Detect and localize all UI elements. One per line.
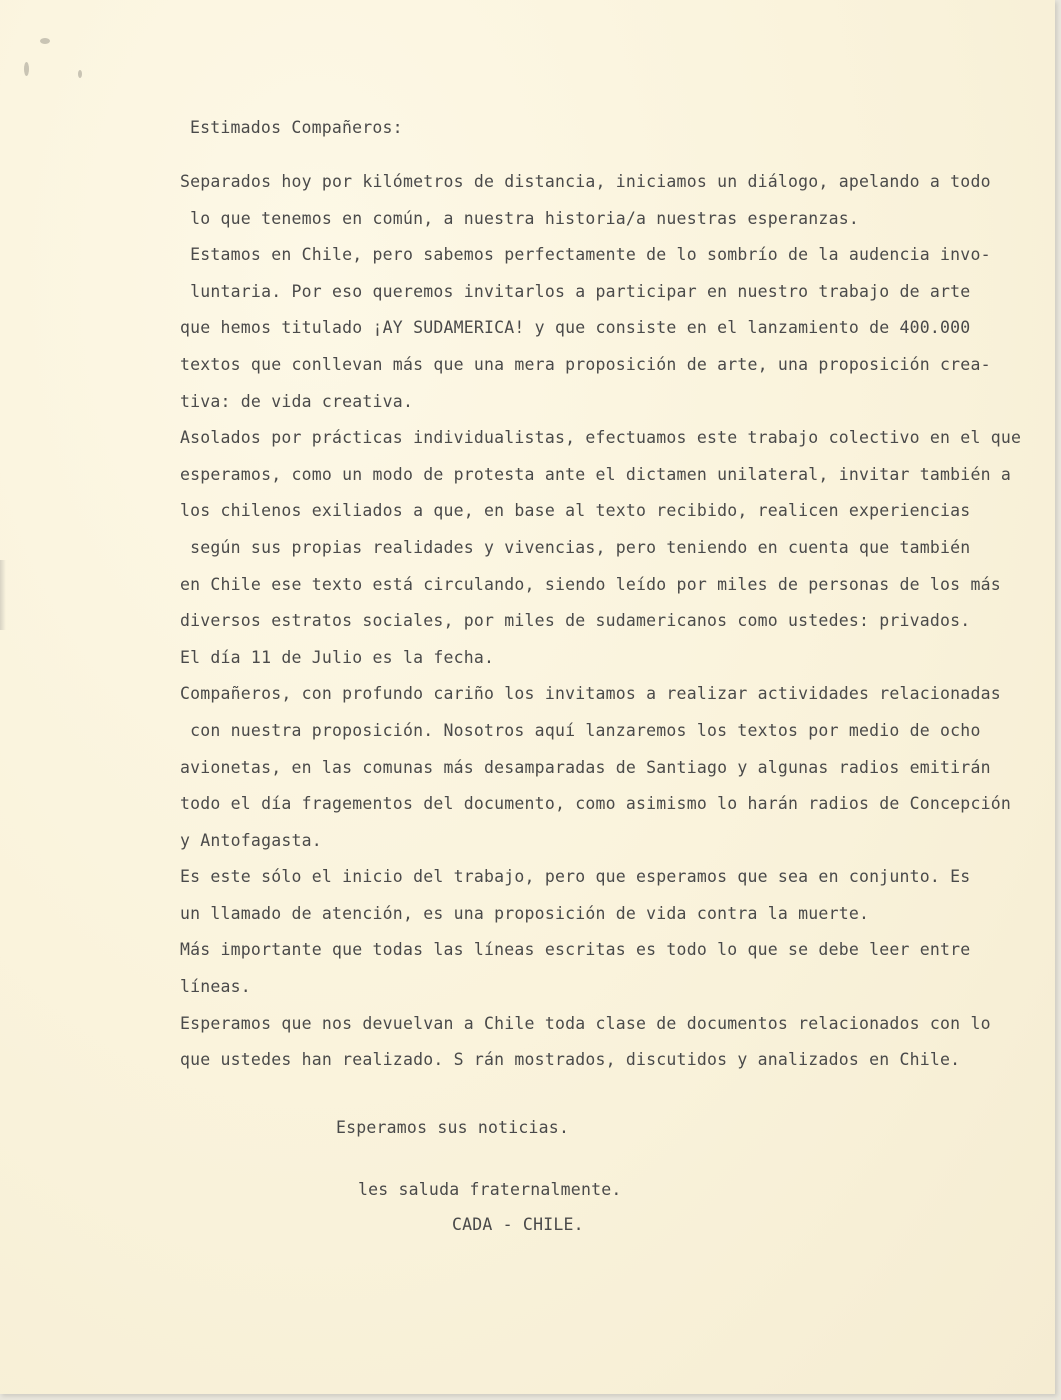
stain-mark <box>40 38 50 44</box>
signature: CADA - CHILE. <box>452 1215 584 1234</box>
stain-mark <box>24 62 29 76</box>
body-line: Estamos en Chile, pero sabemos perfectamente de lo sombrío de la audencia invo- <box>180 245 991 265</box>
body-line: con nuestra proposición. Nosotros aquí lanzaremos los textos por medio de ocho <box>180 720 981 740</box>
salutation: les saluda fraternalmente. <box>358 1180 622 1199</box>
body-line: un llamado de atención, es una proposición de vida contra la muerte. <box>180 903 870 923</box>
body-line: El día 11 de Julio es la fecha. <box>180 647 495 667</box>
body-line: Compañeros, con profundo cariño los invitamos a realizar actividades relacionadas <box>180 684 1001 704</box>
body-line: en Chile ese texto está circulando, siendo leído por miles de personas de los más <box>180 574 1001 594</box>
edge-shadow <box>0 560 6 630</box>
body-line: Esperamos que nos devuelvan a Chile toda clase de documentos relacionados con lo <box>180 1013 991 1033</box>
body-line: Separados hoy por kilómetros de distancia, iniciamos un diálogo, apelando a todo <box>180 172 991 191</box>
body-line: Asolados por prácticas individualistas, efectuamos este trabajo colectivo en el que <box>180 428 1022 448</box>
greeting: Estimados Compañeros: <box>190 118 403 137</box>
body-line: que hemos titulado ¡AY SUDAMERICA! y que consiste en el lanzamiento de 400.000 <box>180 318 971 338</box>
body-line: esperamos, como un modo de protesta ante el dictamen unilateral, invitar también a <box>180 464 1011 484</box>
body-line: Es este sólo el inicio del trabajo, pero que esperamos que sea en conjunto. Es <box>180 867 971 887</box>
body-line: Más importante que todas las líneas escritas es todo lo que se debe leer entre <box>180 940 971 960</box>
body-line: líneas. <box>180 977 251 997</box>
body-line: y Antofagasta. <box>180 830 322 850</box>
body-line: los chilenos exiliados a que, en base al texto recibido, realicen experiencias <box>180 501 971 521</box>
body-line: que ustedes han realizado. S rán mostrados, discutidos y analizados en Chile. <box>180 1050 961 1070</box>
body-line: textos que conllevan más que una mera proposición de arte, una proposición crea- <box>180 354 991 374</box>
stain-mark <box>78 70 82 78</box>
body-line: lo que tenemos en común, a nuestra historia/a nuestras esperanzas. <box>180 208 859 228</box>
body-line: avionetas, en las comunas más desamparadas de Santiago y algunas radios emitirán <box>180 757 991 777</box>
body-line: diversos estratos sociales, por miles de sudamericanos como ustedes: privados. <box>180 611 971 631</box>
body-line: todo el día fragementos del documento, como asimismo lo harán radios de Concepción <box>180 794 1011 814</box>
body-line: luntaria. Por eso queremos invitarlos a participar en nuestro trabajo de arte <box>180 281 971 301</box>
letter-body <box>180 168 1050 1083</box>
closing-line: Esperamos sus noticias. <box>336 1118 570 1137</box>
body-line: según sus propias realidades y vivencias, pero teniendo en cuenta que también <box>180 537 971 557</box>
body-line: tiva: de vida creativa. <box>180 391 414 411</box>
